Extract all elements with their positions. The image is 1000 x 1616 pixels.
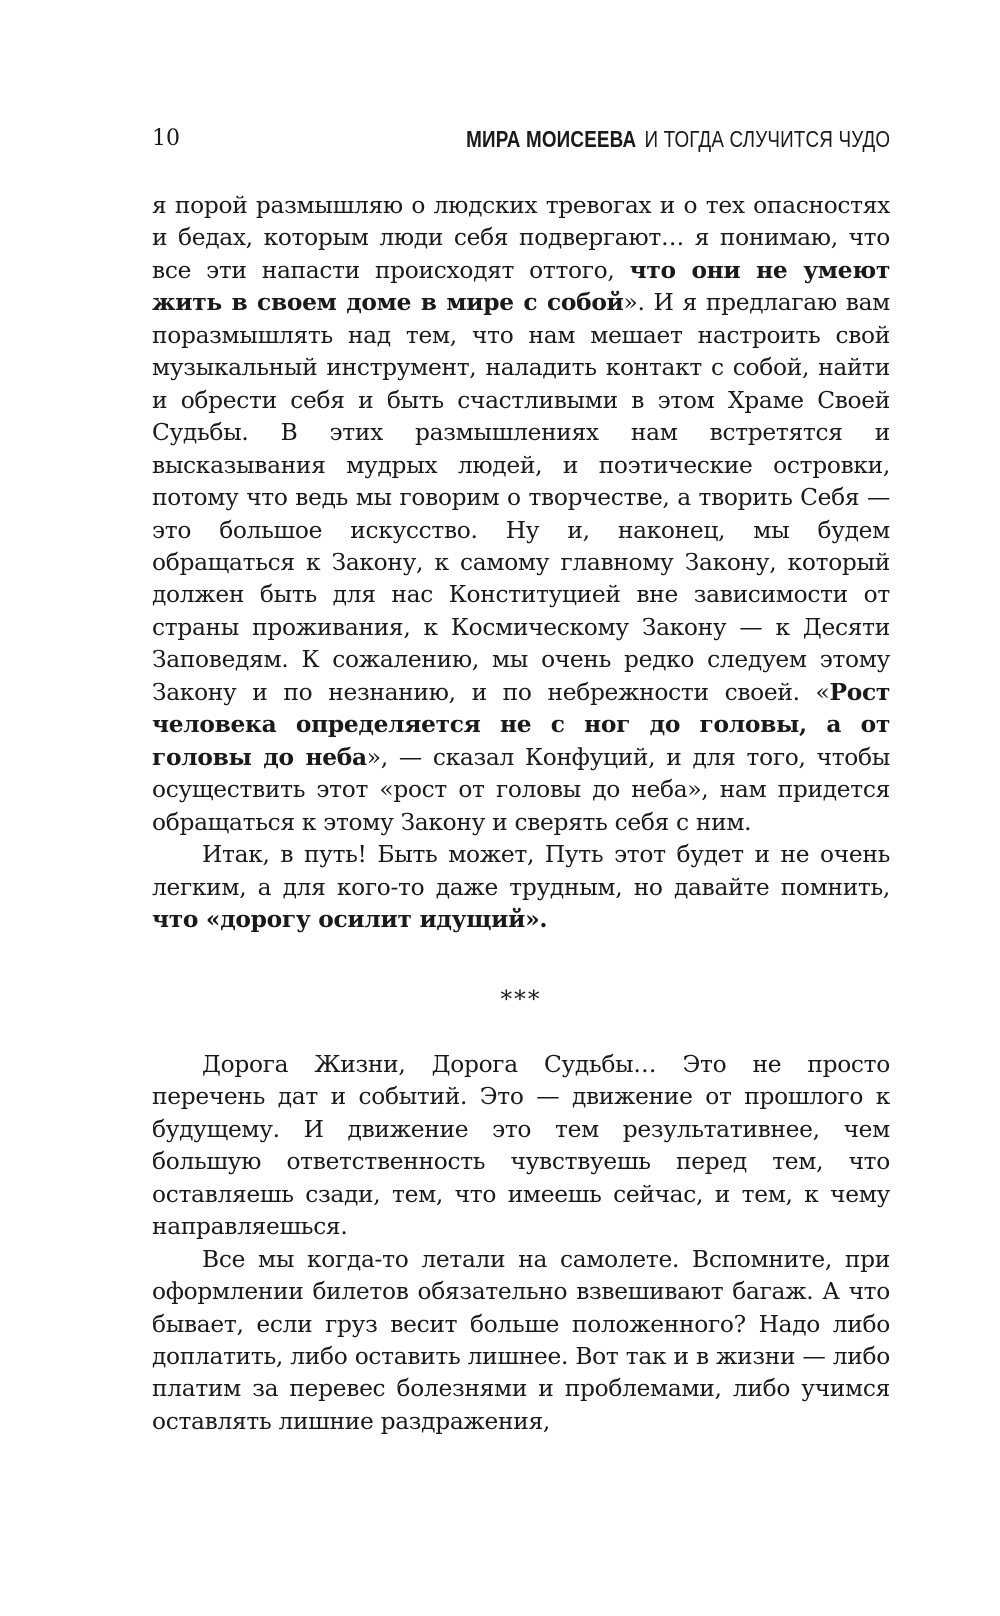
section-separator: ***: [500, 986, 542, 1014]
book-author: МИРА МОИСЕЕВА: [465, 126, 637, 152]
paragraph-text: ». И я предлагаю вам поразмышлять над тем, что нам мешает настроить свой музыкальный инструмент, наладить контакт с собой, найти и обрести себя и быть счастливыми в этом Храме Своей Судьбы. В этих размышлениях нам встретятся и высказывания мудрых людей, и поэтические островки, потому что ведь мы говорим о творчестве, а творить Себя — это большое искусство. Ну и, наконец, мы будем обращаться к Закону, к самому главному Закону, который должен быть для нас Конституцией вне зависимости от страны проживания, к Космическому Закону — к Десяти Заповедям. К сожалению, мы очень редко следуем этому Закону и по незнанию, и по небрежности своей. «: [152, 289, 891, 706]
paragraph: [152, 190, 890, 839]
paragraph: [152, 839, 890, 936]
bold-emphasis: что они не умеют жить в своем доме в мире с собой: [152, 256, 890, 317]
paragraph-text: Итак, в путь! Быть может, Путь этот будет и не очень легким, а для кого-то даже трудным, но давайте помнить,: [152, 841, 890, 901]
paragraph-text: я порой размышляю о людских тревогах и о тех опасностях и бедах, которым люди себя подвергают… я понимаю, что все эти напасти происходят оттого,: [152, 192, 890, 284]
page-number: 10: [152, 126, 180, 151]
page-body: [152, 190, 890, 1438]
book-title: И ТОГДА СЛУЧИТСЯ ЧУДО: [644, 126, 890, 152]
running-header: [152, 124, 890, 158]
paragraph-text: », — сказал Конфуций, и для того, чтобы осуществить этот «рост от головы до неба», нам придется обращаться к этому Закону и сверять себя с ним.: [152, 743, 890, 836]
paragraph: Все мы когда-то летали на самолете. Вспомните, при оформлении билетов обязательно взвешивают багаж. А что бывает, если груз весит больше положенного? Надо либо доплатить, либо оставить лишнее. Вот так и в жизни — либо платим за перевес болезнями и проблемами, либо учимся оставлять лишние раздражения,: [152, 1245, 890, 1435]
running-title: [466, 126, 890, 153]
bold-quote: Рост человека определяется не с ног до головы, а от головы до неба: [152, 678, 890, 771]
paragraph: Дорога Жизни, Дорога Судьбы… Это не просто перечень дат и событий. Это — движение от прошлого к будущему. И движение это тем результативнее, чем большую ответственность чувствуешь перед тем, что оставляешь сзади, тем, что имеешь сейчас, и тем, к чему направляешься.: [152, 1050, 890, 1241]
bold-quote: что «дорогу осилит идущий».: [152, 905, 548, 933]
